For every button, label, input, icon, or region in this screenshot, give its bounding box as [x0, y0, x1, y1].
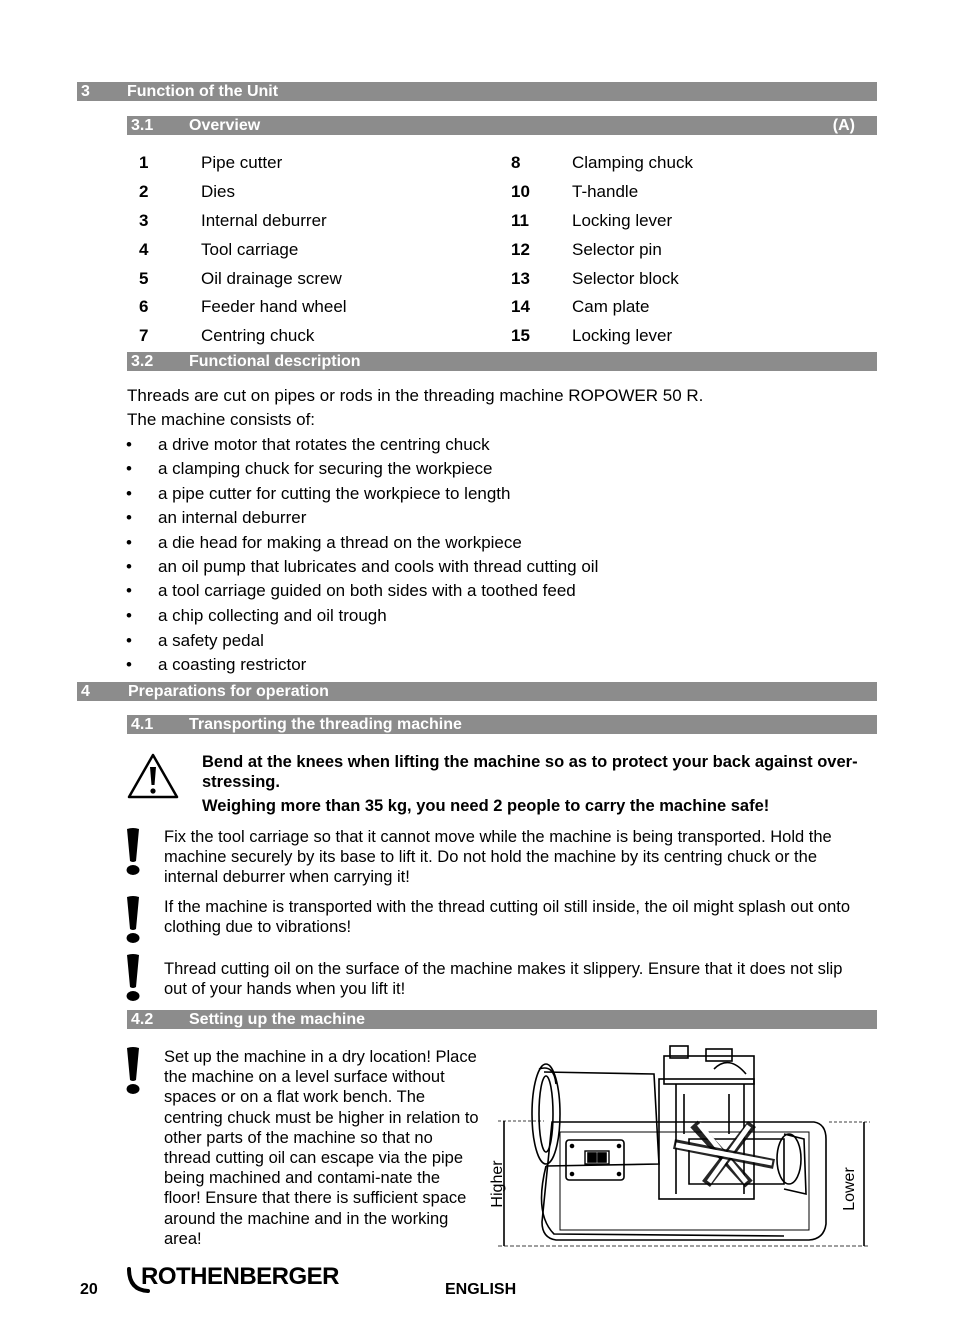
lower-label: Lower [841, 1167, 858, 1211]
part-label: Feeder hand wheel [201, 297, 347, 316]
part-number: 15 [511, 326, 530, 345]
exclamation-icon [123, 953, 143, 1003]
part-label: Centring chuck [201, 326, 315, 345]
exclamation-icon [123, 827, 143, 877]
note-text: Thread cutting oil on the surface of the machine makes it slippery. Ensure that it does not slip out of your hands when you lift it! [164, 960, 843, 998]
subsection-title: Functional description [189, 353, 361, 370]
brand-name: ROTHENBERGER [141, 1263, 340, 1290]
section-title: Preparations for operation [128, 683, 329, 700]
subsection-4-2-header [127, 1010, 877, 1029]
function-intro-2: The machine consists of: [127, 410, 316, 429]
exclamation-icon [123, 1046, 143, 1096]
warning-text-1: Bend at the knees when lifting the machine so as to protect your back against over-stressing. [202, 753, 858, 791]
part-number: 11 [511, 211, 529, 230]
section-4-header [77, 682, 877, 701]
part-number: 7 [139, 326, 149, 345]
part-number: 5 [139, 269, 149, 288]
subsection-title: Transporting the threading machine [189, 716, 462, 733]
part-label: Selector pin [572, 240, 662, 259]
subsection-number: 3.1 [131, 117, 154, 134]
part-label: T-handle [572, 182, 639, 201]
subsection-3-1-header [127, 116, 877, 135]
subsection-number: 4.1 [131, 716, 154, 733]
warning-text-2: Weighing more than 35 kg, you need 2 people to carry the machine safe! [202, 797, 770, 815]
part-number: 12 [511, 240, 530, 259]
setup-text: Set up the machine in a dry location! Place the machine on a level surface without spaces or on a flat work bench. The centring chuck must be higher in relation to other parts of the machine so that no thread cutting oil can escape via the pipe being machined and contami-nate the floor! Ensure that there is sufficient space around the machine and in the working area! [164, 1048, 479, 1248]
section-3-header [77, 82, 877, 101]
section-title: Function of the Unit [127, 83, 279, 100]
part-number: 2 [139, 182, 149, 201]
part-number: 10 [511, 182, 530, 201]
subsection-number: 3.2 [131, 353, 154, 370]
subsection-3-2-header [127, 352, 877, 371]
subsection-title: Overview [189, 117, 261, 134]
subsection-title: Setting up the machine [189, 1011, 366, 1028]
part-label: Oil drainage screw [201, 269, 342, 288]
rothenberger-logo [126, 1262, 366, 1298]
part-label: Pipe cutter [201, 153, 283, 172]
part-label: Clamping chuck [572, 153, 693, 172]
warning-triangle-icon [126, 752, 180, 800]
part-number: 4 [139, 240, 149, 259]
part-label: Cam plate [572, 297, 650, 316]
page-number: 20 [80, 1281, 98, 1298]
part-number: 1 [139, 153, 149, 172]
function-intro: Threads are cut on pipes or rods in the threading machine ROPOWER 50 R. [127, 386, 704, 405]
part-label: Internal deburrer [201, 211, 327, 230]
part-label: Dies [201, 182, 236, 201]
part-label: Tool carriage [201, 240, 299, 259]
part-label: Locking lever [572, 211, 673, 230]
exclamation-icon [123, 895, 143, 945]
part-number: 6 [139, 297, 149, 316]
part-number: 13 [511, 269, 530, 288]
part-label: Locking lever [572, 326, 673, 345]
higher-label: Higher [489, 1160, 506, 1208]
subsection-4-1-header [127, 715, 877, 734]
note-text: Fix the tool carriage so that it cannot move while the machine is being transported. Hold the machine securely by its base to lift it. Do not hold the machine by its centring chuck or the internal deburrer when carrying it! [164, 828, 832, 886]
part-number: 14 [511, 297, 530, 316]
section-number: 4 [81, 683, 90, 700]
section-number: 3 [81, 83, 90, 100]
threading-machine-figure [484, 1044, 872, 1252]
subsection-number: 4.2 [131, 1011, 154, 1028]
part-number: 3 [139, 211, 149, 230]
language-label: ENGLISH [445, 1281, 517, 1298]
note-text: If the machine is transported with the thread cutting oil still inside, the oil might splash out onto clothing due to vibrations! [164, 898, 851, 936]
part-label: Selector block [572, 269, 679, 288]
part-number: 8 [511, 153, 521, 172]
figure-reference: (A) [832, 117, 855, 134]
